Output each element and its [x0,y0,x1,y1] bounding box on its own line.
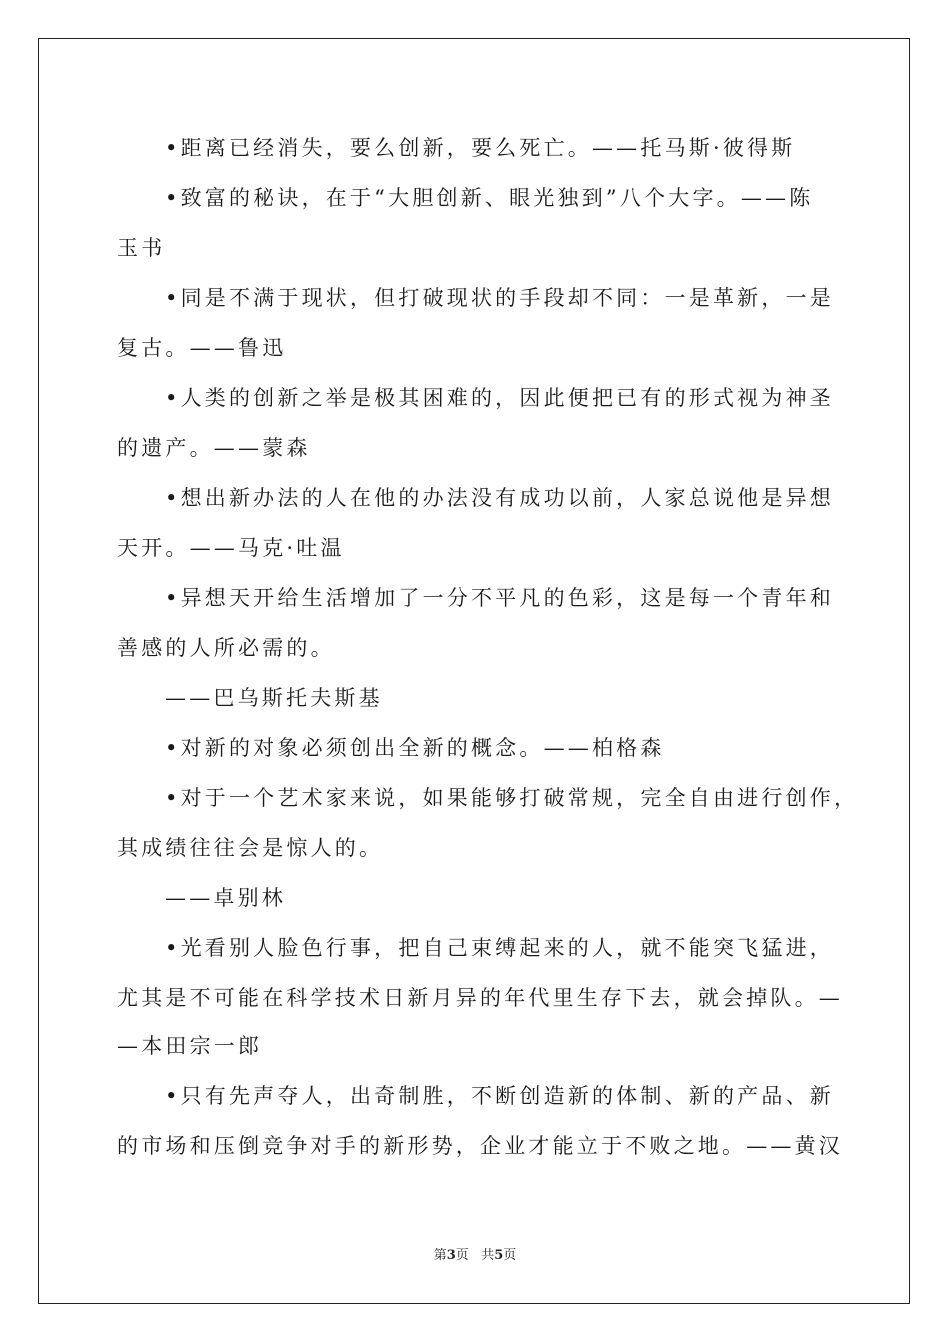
quote-line: •对于一个艺术家来说，如果能够打破常规，完全自由进行创作， [165,786,859,810]
quote-line: 尤其是不可能在科学技术日新月异的年代里生存下去，就会掉队。— [117,986,843,1010]
quote-line: •致富的秘诀，在于“大胆创新、眼光独到”八个大字。——陈 [165,186,814,210]
quote-line: •对新的对象必须创出全新的概念。——柏格森 [165,736,665,760]
page-border [38,38,910,1304]
quote-attribution: ——巴乌斯托夫斯基 [165,686,383,710]
quote-line: •异想天开给生活增加了一分不平凡的色彩，这是每一个青年和 [165,586,834,610]
page-number-suffix: 页 [455,1248,469,1263]
quote-line: •同是不满于现状，但打破现状的手段却不同：一是革新，一是 [165,286,834,310]
page-number-current: 3 [446,1248,456,1263]
quote-line: •人类的创新之举是极其困难的，因此便把已有的形式视为神圣 [165,386,834,410]
quote-line: •距离已经消失，要么创新，要么死亡。——托马斯·彼得斯 [165,136,796,160]
quote-line: •只有先声夺人，出奇制胜，不断创造新的体制、新的产品、新 [165,1084,834,1108]
quote-line: 天开。——马克·吐温 [117,536,345,560]
total-prefix: 共 [481,1248,495,1263]
page-number-prefix: 第 [433,1248,447,1263]
quote-line: 复古。——鲁迅 [117,336,287,360]
quote-line: •想出新办法的人在他的办法没有成功以前，人家总说他是异想 [165,486,834,510]
quote-line: 善感的人所必需的。 [117,636,335,660]
page-total: 5 [494,1248,504,1263]
quote-line: 玉书 [117,236,166,260]
quote-line: 的市场和压倒竞争对手的新形势，企业才能立于不败之地。——黄汉 [117,1134,843,1158]
quote-attribution: ——卓别林 [165,886,286,910]
page-footer [0,1248,950,1264]
quote-line: 其成绩往往会是惊人的。 [117,836,384,860]
quote-line: —本田宗一郎 [117,1034,263,1058]
total-suffix: 页 [503,1248,517,1263]
quote-line: •光看别人脸色行事，把自己束缚起来的人，就不能突飞猛进， [165,936,834,960]
quote-line: 的遗产。——蒙森 [117,436,311,460]
